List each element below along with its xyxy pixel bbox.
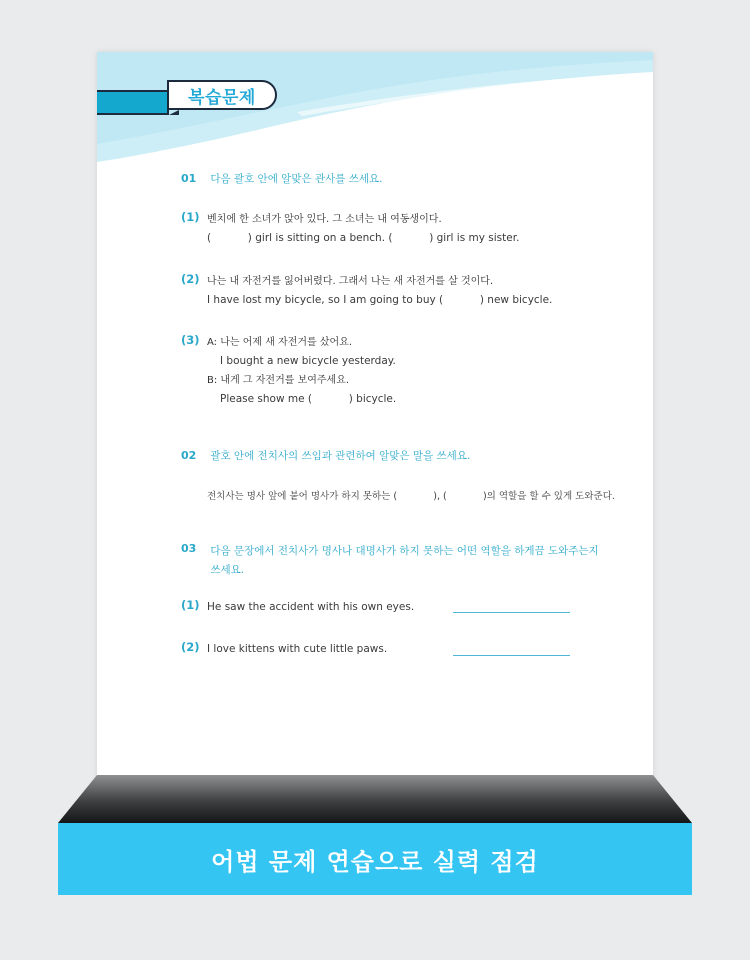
section-title-badge xyxy=(167,80,277,110)
dialogue-a-english: I bought a new bicycle yesterday. xyxy=(220,355,396,367)
question-instruction: 다음 괄호 안에 알맞은 관사를 쓰세요. xyxy=(210,173,383,185)
item-korean: 벤치에 한 소녀가 앉아 있다. 그 소녀는 내 여동생이다. xyxy=(207,214,442,225)
question-03-item-2 xyxy=(181,640,387,659)
item-number: (1) xyxy=(181,210,200,224)
item-number: (2) xyxy=(181,272,200,286)
question-01-item-3 xyxy=(181,333,396,409)
question-number: 03 xyxy=(181,542,197,555)
question-instruction-line-2: 쓰세요. xyxy=(210,564,245,576)
question-03-header xyxy=(181,542,599,580)
item-korean: 나는 내 자전거를 잃어버렸다. 그래서 나는 새 자전거를 살 것이다. xyxy=(207,276,494,287)
banner xyxy=(58,823,692,895)
question-03-item-1 xyxy=(181,598,414,617)
answer-line[interactable] xyxy=(453,612,570,613)
banner-text: 어법 문제 연습으로 실력 점검 xyxy=(211,847,539,876)
question-instruction: 괄호 안에 전치사의 쓰임과 관련하여 알맞은 말을 쓰세요. xyxy=(210,450,471,462)
dialogue-a-korean: A: 나는 어제 새 자전거를 샀어요. xyxy=(207,337,353,348)
question-number: 02 xyxy=(181,449,197,462)
dialogue-b-english: Please show me ( ) bicycle. xyxy=(220,393,397,405)
item-number: (3) xyxy=(181,333,200,347)
question-02-sentence: 전치사는 명사 앞에 붙어 명사가 하지 못하는 ( ), ( )의 역할을 할 수 있게 도와준다. xyxy=(207,491,615,502)
question-number: 01 xyxy=(181,172,197,185)
question-instruction-line-1: 다음 문장에서 전치사가 명사나 대명사가 하지 못하는 어떤 역할을 하게끔 도와주는지 xyxy=(210,545,599,557)
worksheet-page xyxy=(97,52,653,792)
question-01-header xyxy=(181,172,382,186)
section-title: 복습문제 xyxy=(188,87,256,108)
display-stand-top xyxy=(58,775,692,823)
dialogue-b-korean: B: 내게 그 자전거를 보여주세요. xyxy=(207,375,350,386)
item-number: (2) xyxy=(181,640,200,654)
item-english: ( ) girl is sitting on a bench. ( ) girl is my sister. xyxy=(207,232,520,244)
question-01-item-2 xyxy=(181,272,552,310)
item-english: I have lost my bicycle, so I am going to buy ( ) new bicycle. xyxy=(207,294,553,306)
question-02-header xyxy=(181,449,470,463)
item-sentence: He saw the accident with his own eyes. xyxy=(207,601,415,613)
answer-line[interactable] xyxy=(453,655,570,656)
item-number: (1) xyxy=(181,598,200,612)
question-01-item-1 xyxy=(181,210,519,248)
item-sentence: I love kittens with cute little paws. xyxy=(207,643,388,655)
header-decoration xyxy=(97,52,653,192)
